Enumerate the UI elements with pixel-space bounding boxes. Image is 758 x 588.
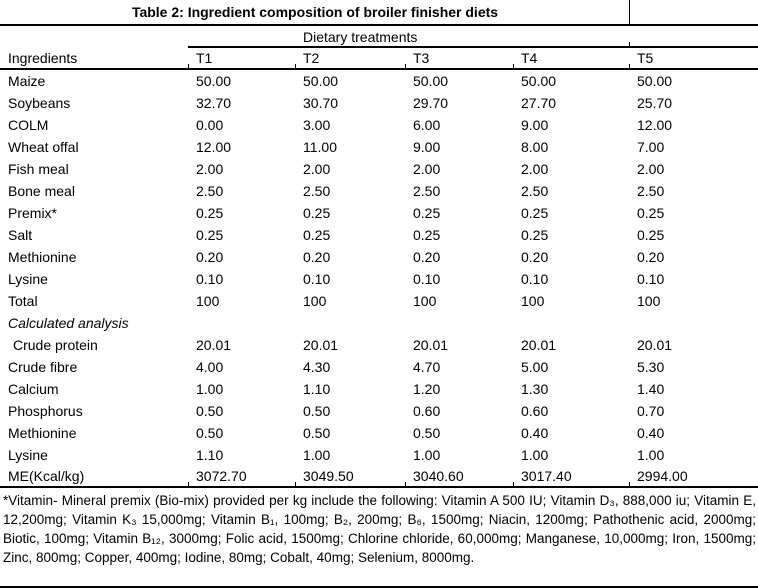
cell-value: 100 <box>413 293 437 309</box>
cell-border-tick <box>188 64 189 68</box>
row-label: Methionine <box>8 249 77 265</box>
column-header-t4: T4 <box>521 50 538 66</box>
cell-value: 0.25 <box>521 227 549 243</box>
table-row-salt <box>0 224 758 246</box>
table-row-calcium <box>0 378 758 400</box>
row-label: Calcium <box>8 381 59 397</box>
cell-value: 29.70 <box>413 95 449 111</box>
cell-value: 0.25 <box>303 205 331 221</box>
cell-value: 0.10 <box>303 271 331 287</box>
cell-value: 25.70 <box>637 95 673 111</box>
cell-value: 9.00 <box>413 139 441 155</box>
cell-value: 5.30 <box>637 359 665 375</box>
cell-value: 1.40 <box>637 381 665 397</box>
cell-border-tick <box>405 64 406 68</box>
cell-value: 1.20 <box>413 381 441 397</box>
column-header-t5: T5 <box>637 50 654 66</box>
cell-value: 50.00 <box>196 73 232 89</box>
table-row-crude-protein <box>0 334 758 356</box>
table-title: Table 2: Ingredient composition of broiler finisher diets <box>131 4 499 20</box>
cell-value: 0.50 <box>413 425 441 441</box>
table-footnote: *Vitamin- Mineral premix (Bio-mix) provided per kg include the following: Vitamin A 500 IU; Vitamin D₃, 888,000 iu; Vitamin E, 12,200mg; Vitamin K₃ 15,000mg; Vitamin B₁, 100mg; B₂, 200mg; B₆, 1500mg; Niacin, 1200mg; Pathothenic acid, 2000mg; Biotic, 100mg; Vitamin B₁₂, 3000mg; Folic acid, 1500mg; Chlorine chloride, 60,000mg; Manganese, 10,000mg; Iron, 1500mg; Zinc, 800mg; Copper, 400mg; Iodine, 80mg; Cobalt, 40mg; Selenium, 8000mg. <box>0 488 758 588</box>
cell-value: 50.00 <box>303 73 339 89</box>
table-row-wheat-offal <box>0 136 758 158</box>
cell-value: 2994.00 <box>637 468 688 484</box>
row-label: Lysine <box>8 271 48 287</box>
row-label: Bone meal <box>8 183 75 199</box>
cell-value: 1.30 <box>521 381 549 397</box>
row-label: Soybeans <box>8 95 71 111</box>
cell-value: 2.00 <box>413 161 441 177</box>
table-row-total <box>0 290 758 312</box>
cell-value: 100 <box>303 293 327 309</box>
cell-value: 7.00 <box>637 139 665 155</box>
cell-value: 0.20 <box>413 249 441 265</box>
cell-value: 0.20 <box>303 249 331 265</box>
cell-value: 0.25 <box>196 227 224 243</box>
cell-value: 0.10 <box>521 271 549 287</box>
cell-value: 2.00 <box>637 161 665 177</box>
table-row-fish-meal <box>0 158 758 180</box>
cell-value: 4.70 <box>413 359 441 375</box>
cell-value: 0.25 <box>196 205 224 221</box>
column-header-t3: T3 <box>413 50 430 66</box>
row-label: Methionine <box>8 425 77 441</box>
row-label: Premix* <box>8 205 58 221</box>
row-label: Lysine <box>8 447 48 463</box>
cell-value: 20.01 <box>196 337 232 353</box>
group-header-row <box>0 26 758 48</box>
cell-value: 0.50 <box>196 403 224 419</box>
cell-value: 1.00 <box>637 447 665 463</box>
cell-value: 0.50 <box>303 403 331 419</box>
cell-value: 0.25 <box>521 205 549 221</box>
table-row-methionine <box>0 246 758 268</box>
cell-value: 0.40 <box>521 425 549 441</box>
table-row-lysine-analysis <box>0 444 758 466</box>
cell-value: 0.70 <box>637 403 665 419</box>
table-row-soybeans <box>0 92 758 114</box>
cell-value: 0.60 <box>521 403 549 419</box>
cell-value: 6.00 <box>413 117 441 133</box>
table-row-me-kcal <box>0 466 758 488</box>
cell-value: 0.40 <box>637 425 665 441</box>
cell-value: 3.00 <box>303 117 331 133</box>
table-row-colm <box>0 114 758 136</box>
cell-value: 0.50 <box>303 425 331 441</box>
cell-value: 11.00 <box>303 139 337 155</box>
row-label: Total <box>8 293 38 309</box>
cell-value: 100 <box>521 293 545 309</box>
cell-value: 50.00 <box>413 73 449 89</box>
cell-value: 5.00 <box>521 359 549 375</box>
table-row-phosphorus <box>0 400 758 422</box>
group-header-label: Dietary treatments <box>303 29 418 45</box>
cell-value: 0.60 <box>413 403 441 419</box>
cell-value: 0.10 <box>196 271 224 287</box>
cell-border-tick <box>629 64 630 68</box>
cell-value: 9.00 <box>521 117 549 133</box>
cell-value: 20.01 <box>413 337 449 353</box>
cell-value: 2.50 <box>637 183 665 199</box>
cell-value: 100 <box>196 293 220 309</box>
cell-value: 32.70 <box>196 95 232 111</box>
row-label: COLM <box>8 117 49 133</box>
cell-value: 2.50 <box>303 183 331 199</box>
row-label: Maize <box>8 73 46 89</box>
cell-value: 0.25 <box>413 227 441 243</box>
column-header-t2: T2 <box>303 50 320 66</box>
cell-value: 3049.50 <box>303 468 354 484</box>
row-label: Wheat offal <box>8 139 79 155</box>
cell-border-tick <box>188 482 189 486</box>
cell-border-tick <box>295 482 296 486</box>
cell-value: 1.10 <box>303 381 331 397</box>
cell-border-tick <box>405 482 406 486</box>
table-row-methionine-analysis <box>0 422 758 444</box>
table-title-row <box>0 0 758 26</box>
cell-value: 30.70 <box>303 95 339 111</box>
cell-value: 0.20 <box>196 249 224 265</box>
cell-value: 0.10 <box>637 271 665 287</box>
column-header-t1: T1 <box>196 50 213 66</box>
cell-value: 0.25 <box>637 205 665 221</box>
table-row-bone-meal <box>0 180 758 202</box>
cell-value: 0.50 <box>196 425 224 441</box>
cell-value: 1.00 <box>413 447 441 463</box>
table-row-maize <box>0 70 758 92</box>
row-label: Phosphorus <box>8 403 83 419</box>
cell-value: 2.50 <box>413 183 441 199</box>
cell-value: 100 <box>637 293 661 309</box>
cell-value: 2.50 <box>521 183 549 199</box>
cell-value: 0.10 <box>413 271 441 287</box>
cell-value: 0.20 <box>521 249 549 265</box>
row-label: Crude protein <box>13 337 98 353</box>
cell-value: 0.25 <box>413 205 441 221</box>
cell-value: 50.00 <box>521 73 557 89</box>
section-label: Calculated analysis <box>8 315 129 331</box>
cell-value: 0.20 <box>637 249 665 265</box>
cell-value: 2.00 <box>196 161 224 177</box>
cell-value: 4.30 <box>303 359 331 375</box>
cell-value: 27.70 <box>521 95 557 111</box>
cell-value: 2.00 <box>303 161 331 177</box>
cell-value: 50.00 <box>637 73 673 89</box>
cell-value: 20.01 <box>521 337 557 353</box>
cell-value: 0.25 <box>637 227 665 243</box>
cell-border-tick <box>513 482 514 486</box>
cell-border-tick <box>629 42 630 46</box>
table-section-calculated-analysis <box>0 312 758 334</box>
cell-value: 8.00 <box>521 139 549 155</box>
column-header-ingredients: Ingredients <box>8 50 78 66</box>
cell-value: 0.25 <box>303 227 331 243</box>
table-row-crude-fibre <box>0 356 758 378</box>
cell-value: 0.00 <box>196 117 224 133</box>
cell-value: 1.00 <box>521 447 549 463</box>
cell-value: 4.00 <box>196 359 224 375</box>
cell-value: 3017.40 <box>521 468 572 484</box>
title-cell-divider <box>629 0 630 24</box>
table-row-lysine <box>0 268 758 290</box>
cell-value: 20.01 <box>303 337 339 353</box>
cell-value: 1.00 <box>303 447 331 463</box>
cell-border-tick <box>629 482 630 486</box>
cell-value: 2.00 <box>521 161 549 177</box>
row-label: Salt <box>8 227 33 243</box>
cell-value: 1.00 <box>196 381 224 397</box>
row-label: Fish meal <box>8 161 69 177</box>
row-label: Crude fibre <box>8 359 78 375</box>
column-header-row <box>0 48 758 70</box>
group-header-rule <box>188 46 758 48</box>
cell-value: 20.01 <box>637 337 673 353</box>
cell-value: 2.50 <box>196 183 224 199</box>
cell-border-tick <box>295 64 296 68</box>
cell-value: 12.00 <box>196 139 232 155</box>
cell-value: 12.00 <box>637 117 673 133</box>
table-row-premix <box>0 202 758 224</box>
row-label: ME(Kcal/kg) <box>8 468 85 484</box>
cell-value: 3072.70 <box>196 468 247 484</box>
cell-value: 3040.60 <box>413 468 464 484</box>
cell-value: 1.10 <box>196 447 224 463</box>
cell-border-tick <box>513 64 514 68</box>
